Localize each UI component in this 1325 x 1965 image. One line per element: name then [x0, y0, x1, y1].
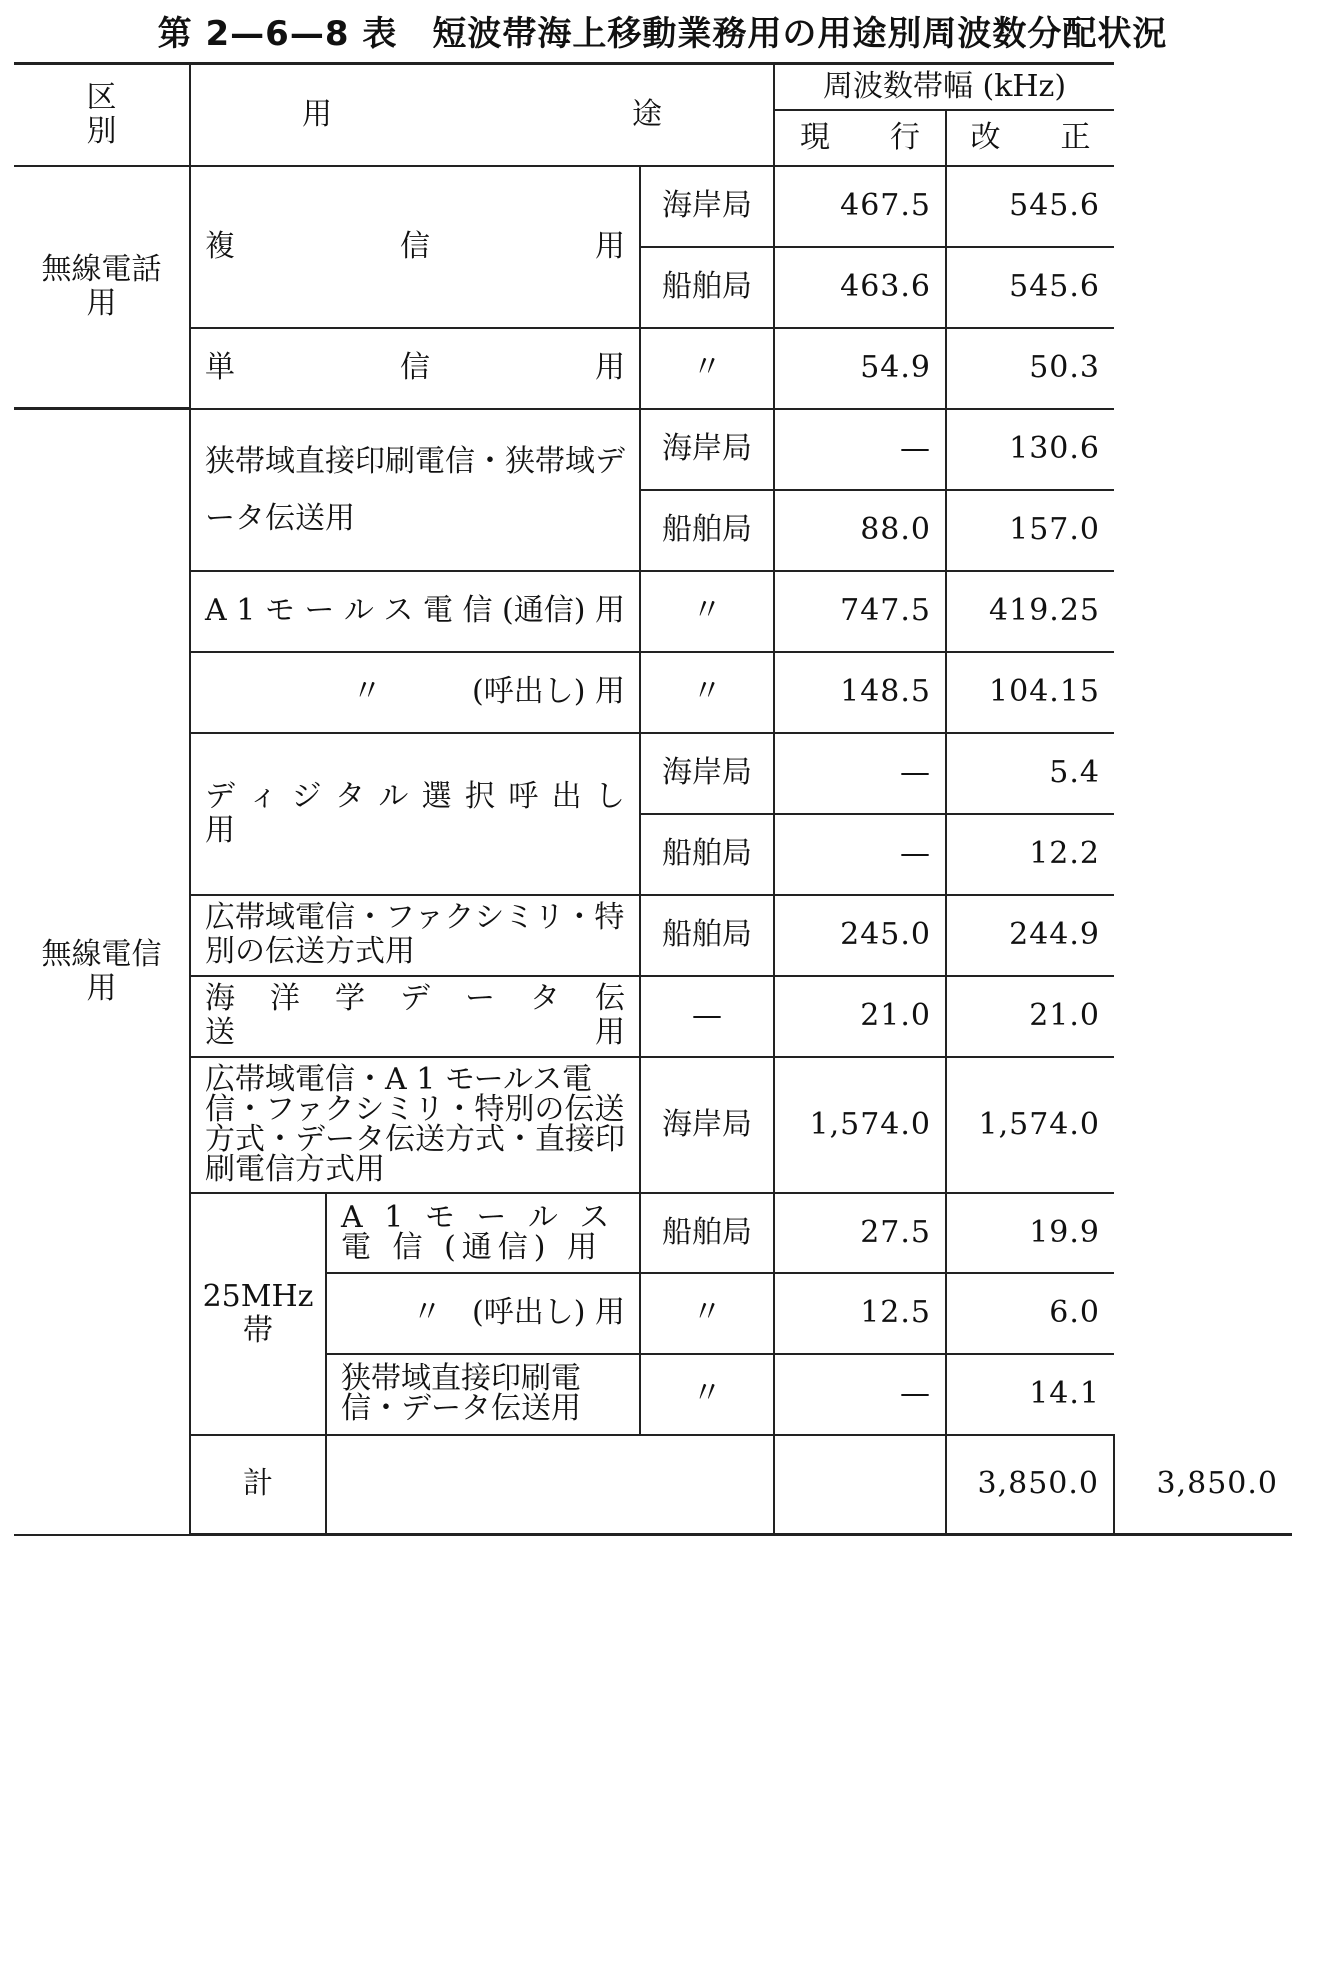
station-cell: 〃 [640, 1354, 774, 1435]
station-cell: 船舶局 [640, 490, 774, 571]
usage-cell: 海 洋 学 デ ー タ 伝 送 用 [190, 976, 640, 1057]
current-value: 21.0 [774, 976, 946, 1057]
revised-value: 130.6 [946, 409, 1114, 490]
revised-value: 14.1 [946, 1354, 1114, 1435]
station-cell: 海岸局 [640, 166, 774, 247]
station-cell: 〃 [640, 652, 774, 733]
station-cell: 〃 [640, 328, 774, 409]
revised-value: 5.4 [946, 733, 1114, 814]
usage-cell: 狭帯域直接印刷電信・狭帯域データ伝送用 [190, 409, 640, 571]
revised-value: 244.9 [946, 895, 1114, 976]
total-usage-empty [326, 1435, 774, 1535]
revised-value: 19.9 [946, 1193, 1114, 1273]
station-cell: — [640, 976, 774, 1057]
revised-value: 1,574.0 [946, 1057, 1114, 1193]
current-value: 245.0 [774, 895, 946, 976]
usage-cell: A 1 モ ー ル ス 電 信 (通信) 用 [190, 571, 640, 652]
station-cell: 海岸局 [640, 409, 774, 490]
station-cell: 船舶局 [640, 895, 774, 976]
revised-value: 157.0 [946, 490, 1114, 571]
current-value: 88.0 [774, 490, 946, 571]
header-bandwidth: 周波数帯幅 (kHz) [774, 64, 1114, 110]
header-category: 区 別 [14, 64, 190, 166]
usage-cell: 単 信 用 [190, 328, 640, 409]
section-category: 無線電話用 [14, 166, 190, 409]
current-value: 148.5 [774, 652, 946, 733]
table-title: 第 2—6—8 表 短波帯海上移動業務用の用途別周波数分配状況 [157, 14, 1168, 54]
usage-cell: 〃 (呼出し) 用 [326, 1273, 640, 1354]
frequency-allocation-table [14, 62, 1292, 1536]
current-value: 463.6 [774, 247, 946, 328]
revised-value: 12.2 [946, 814, 1114, 895]
current-value: 467.5 [774, 166, 946, 247]
usage-cell: A 1 モ ー ル ス 電 信 (通信) 用 [326, 1193, 640, 1273]
revised-value: 6.0 [946, 1273, 1114, 1354]
station-cell: 船舶局 [640, 1193, 774, 1273]
section-category: 無線電信用 [14, 409, 190, 1535]
usage-cell: 〃 (呼出し) 用 [190, 652, 640, 733]
station-cell: 船舶局 [640, 247, 774, 328]
revised-value: 104.15 [946, 652, 1114, 733]
station-cell: 〃 [640, 1273, 774, 1354]
current-value: — [774, 733, 946, 814]
station-cell: 海岸局 [640, 1057, 774, 1193]
header-revised: 改 正 [946, 110, 1114, 166]
subgroup-label: 25MHz帯 [190, 1193, 326, 1435]
revised-value: 419.25 [946, 571, 1114, 652]
total-station-empty [774, 1435, 946, 1535]
total-label: 計 [190, 1435, 326, 1535]
total-current: 3,850.0 [946, 1435, 1114, 1535]
station-cell: 海岸局 [640, 733, 774, 814]
revised-value: 545.6 [946, 166, 1114, 247]
current-value: 747.5 [774, 571, 946, 652]
current-value: 1,574.0 [774, 1057, 946, 1193]
station-cell: 船舶局 [640, 814, 774, 895]
revised-value: 545.6 [946, 247, 1114, 328]
station-cell: 〃 [640, 571, 774, 652]
usage-cell: 広帯域電信・ファクシミリ・特別の伝送方式用 [190, 895, 640, 976]
total-revised: 3,850.0 [1114, 1435, 1292, 1535]
header-current: 現 行 [774, 110, 946, 166]
current-value: 12.5 [774, 1273, 946, 1354]
header-usage: 用 途 [190, 64, 774, 166]
current-value: — [774, 814, 946, 895]
current-value: — [774, 409, 946, 490]
usage-cell: 狭帯域直接印刷電信・データ伝送用 [326, 1354, 640, 1435]
usage-cell: 複 信 用 [190, 166, 640, 328]
current-value: 54.9 [774, 328, 946, 409]
current-value: — [774, 1354, 946, 1435]
usage-cell: デ ィ ジ タ ル 選 択 呼 出 し 用 [190, 733, 640, 895]
revised-value: 21.0 [946, 976, 1114, 1057]
revised-value: 50.3 [946, 328, 1114, 409]
current-value: 27.5 [774, 1193, 946, 1273]
usage-cell: 広帯域電信・A 1 モールス電信・ファクシミリ・特別の伝送方式・データ伝送方式・直接印刷電信方式用 [190, 1057, 640, 1193]
